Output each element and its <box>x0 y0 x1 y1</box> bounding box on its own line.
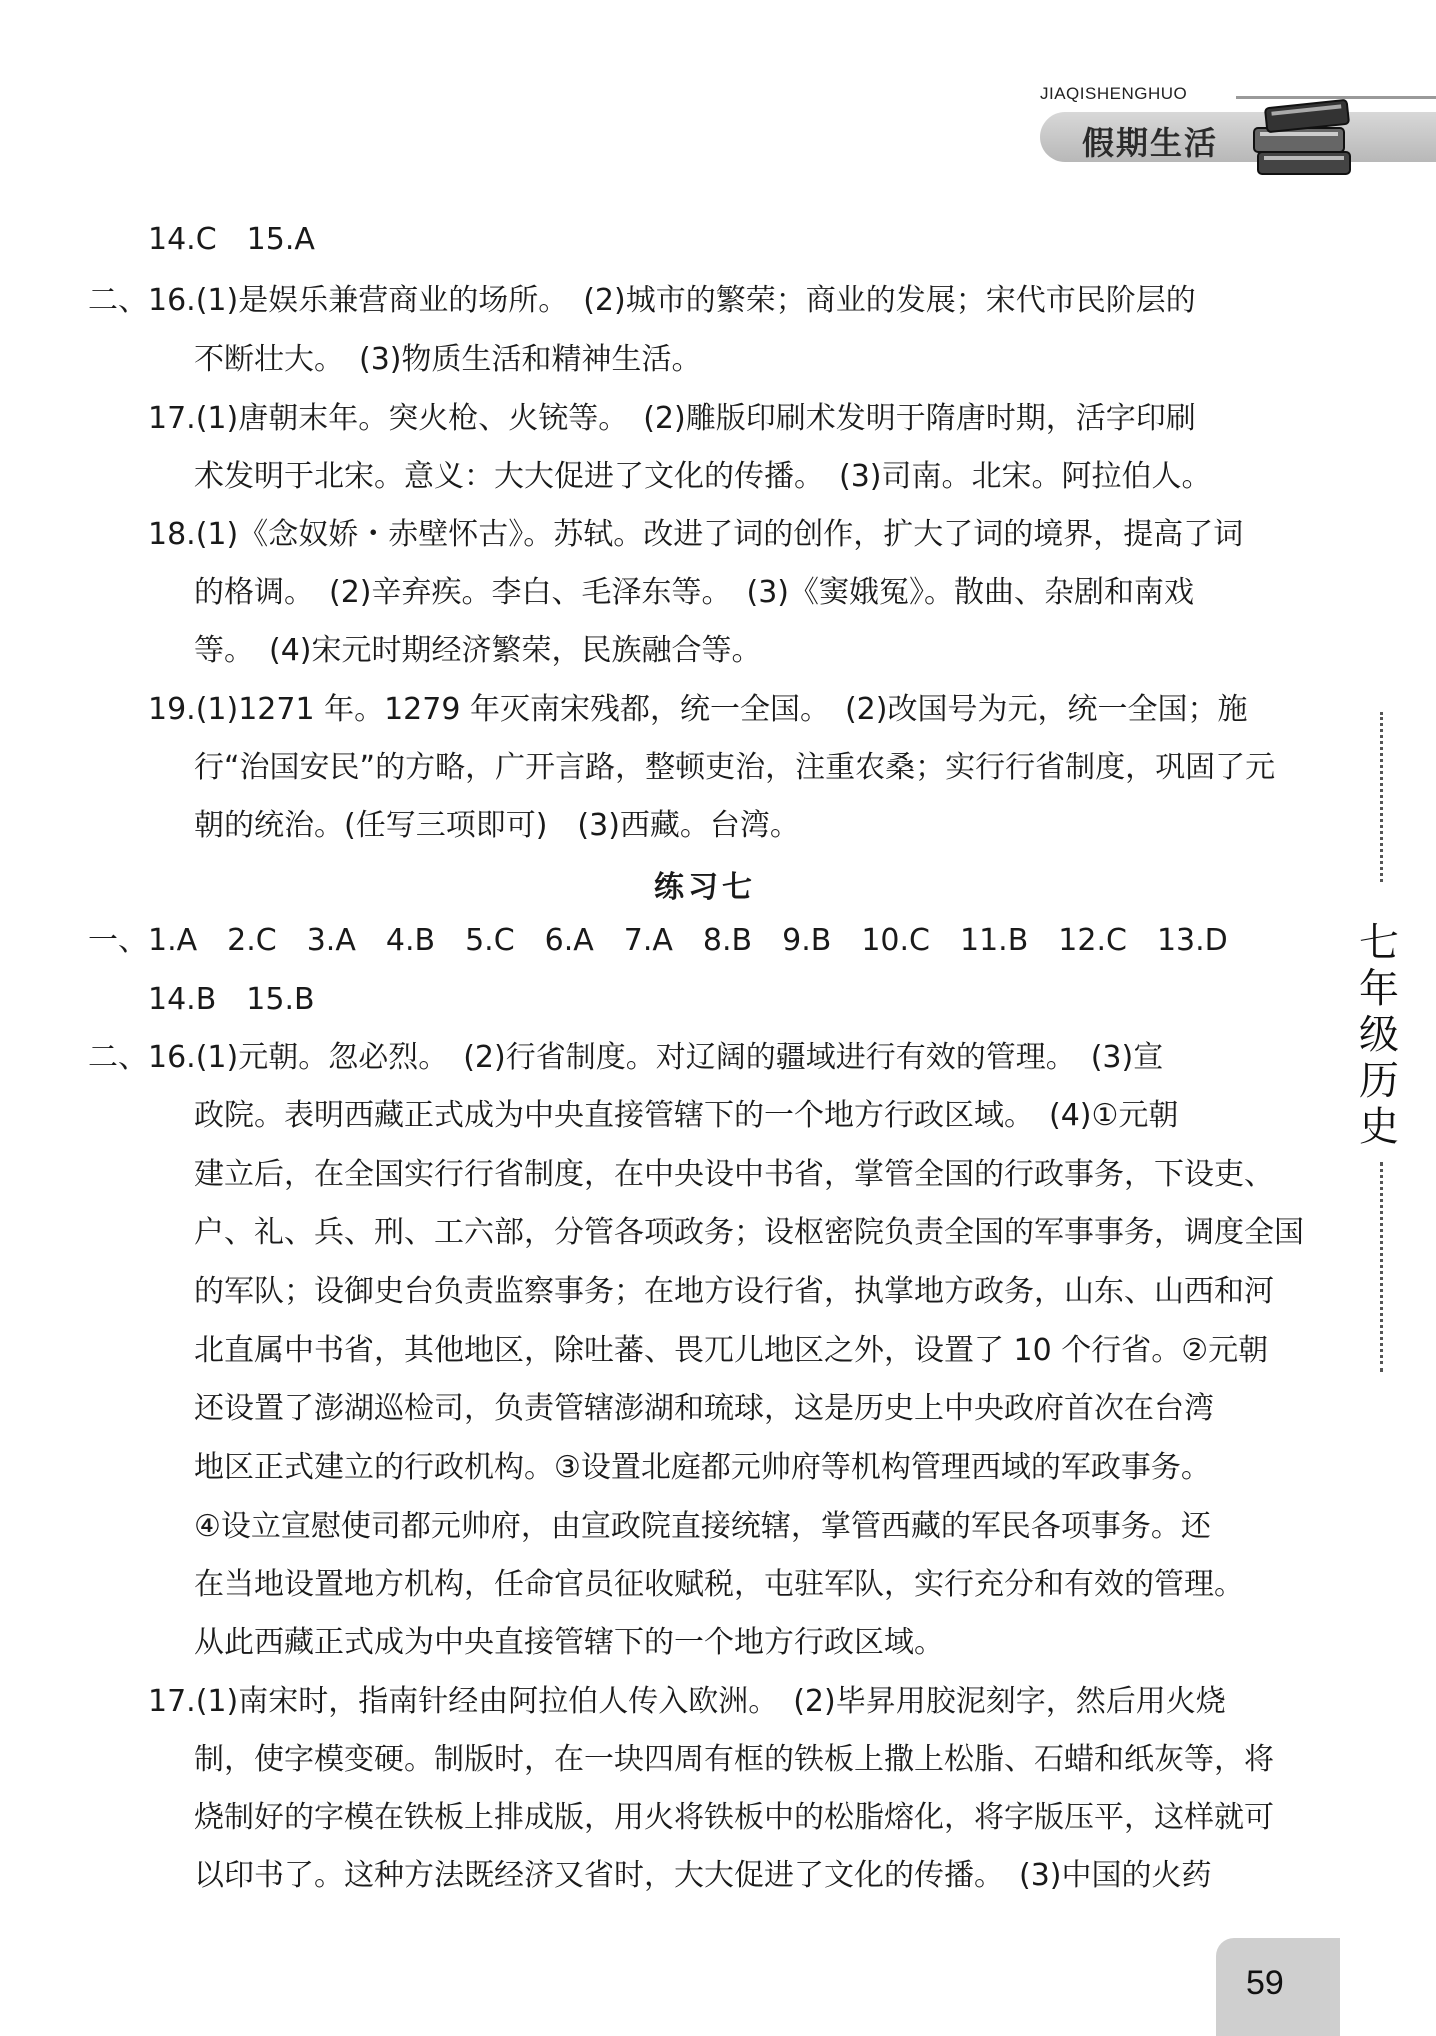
text-line: 二、16.(1)元朝。忽必烈。 (2)行省制度。对辽阔的疆域进行有效的管理。 (3)宣 <box>88 1040 1164 1075</box>
books-icon <box>1248 96 1358 180</box>
text-line: 术发明于北宋。意义：大大促进了文化的传播。 (3)司南。北宋。阿拉伯人。 <box>194 459 1212 494</box>
text-line: 北直属中书省，其他地区，除吐蕃、畏兀儿地区之外，设置了 10 个行省。②元朝 <box>194 1333 1269 1368</box>
text-line: 建立后，在全国实行行省制度，在中央设中书省，掌管全国的行政事务，下设吏、 <box>194 1157 1274 1192</box>
text-line: 18.(1)《念奴娇・赤壁怀古》。苏轼。改进了词的创作，扩大了词的境界，提高了词 <box>148 517 1244 552</box>
text-line: 14.C 15.A <box>148 222 315 257</box>
text-line: 等。 (4)宋元时期经济繁荣，民族融合等。 <box>194 633 762 668</box>
text-line: 以印书了。这种方法既经济又省时，大大促进了文化的传播。 (3)中国的火药 <box>194 1858 1212 1893</box>
text-line: 不断壮大。 (3)物质生活和精神生活。 <box>194 342 702 377</box>
side-dotted-divider-top <box>1380 712 1386 882</box>
text-line: 还设置了澎湖巡检司，负责管辖澎湖和琉球，这是历史上中央政府首次在台湾 <box>194 1391 1214 1426</box>
text-line: ④设立宣慰使司都元帅府，由宣政院直接统辖，掌管西藏的军民各项事务。还 <box>194 1509 1211 1544</box>
text-line: 的格调。 (2)辛弃疾。李白、毛泽东等。 (3)《窦娥冤》。散曲、杂剧和南戏 <box>194 575 1194 610</box>
text-line: 17.(1)唐朝末年。突火枪、火铳等。 (2)雕版印刷术发明于隋唐时期，活字印刷 <box>148 401 1196 436</box>
text-line: 朝的统治。(任写三项即可) (3)西藏。台湾。 <box>194 808 800 843</box>
text-line: 行“治国安民”的方略，广开言路，整顿吏治，注重农桑；实行行省制度，巩固了元 <box>194 750 1276 785</box>
section-title: 练习七 <box>654 870 756 905</box>
header-subtitle: JIAQISHENGHUO <box>1040 84 1188 103</box>
text-line: 19.(1)1271 年。1279 年灭南宋残都，统一全国。 (2)改国号为元，统一全国；施 <box>148 692 1248 727</box>
side-grade-subject-label: 七年级历史 <box>1359 920 1399 1150</box>
text-line: 一、1.A 2.C 3.A 4.B 5.C 6.A 7.A 8.B 9.B 10.C 11.B 12.C 13.D <box>88 923 1228 958</box>
header-title: 假期生活 <box>1082 124 1219 162</box>
text-line: 17.(1)南宋时，指南针经由阿拉伯人传入欧洲。 (2)毕昇用胶泥刻字，然后用火烧 <box>148 1684 1226 1719</box>
text-line: 户、礼、兵、刑、工六部，分管各项政务；设枢密院负责全国的军事事务，调度全国 <box>194 1215 1304 1250</box>
text-line: 的军队；设御史台负责监察事务；在地方设行省，执掌地方政务，山东、山西和河 <box>194 1274 1274 1309</box>
page-number: 59 <box>1246 1964 1284 2002</box>
text-line: 二、16.(1)是娱乐兼营商业的场所。 (2)城市的繁荣；商业的发展；宋代市民阶层的 <box>88 283 1196 318</box>
text-line: 烧制好的字模在铁板上排成版，用火将铁板中的松脂熔化，将字版压平，这样就可 <box>194 1800 1274 1835</box>
side-dotted-divider-bottom <box>1380 1162 1386 1372</box>
text-line: 地区正式建立的行政机构。③设置北庭都元帅府等机构管理西域的军政事务。 <box>194 1450 1211 1485</box>
text-line: 制，使字模变硬。制版时，在一块四周有框的铁板上撒上松脂、石蜡和纸灰等，将 <box>194 1742 1274 1777</box>
text-line: 从此西藏正式成为中央直接管辖下的一个地方行政区域。 <box>194 1625 944 1660</box>
text-line: 14.B 15.B <box>148 982 315 1017</box>
text-line: 政院。表明西藏正式成为中央直接管辖下的一个地方行政区域。 (4)①元朝 <box>194 1098 1179 1133</box>
text-line: 在当地设置地方机构，任命官员征收赋税，屯驻军队，实行充分和有效的管理。 <box>194 1567 1244 1602</box>
